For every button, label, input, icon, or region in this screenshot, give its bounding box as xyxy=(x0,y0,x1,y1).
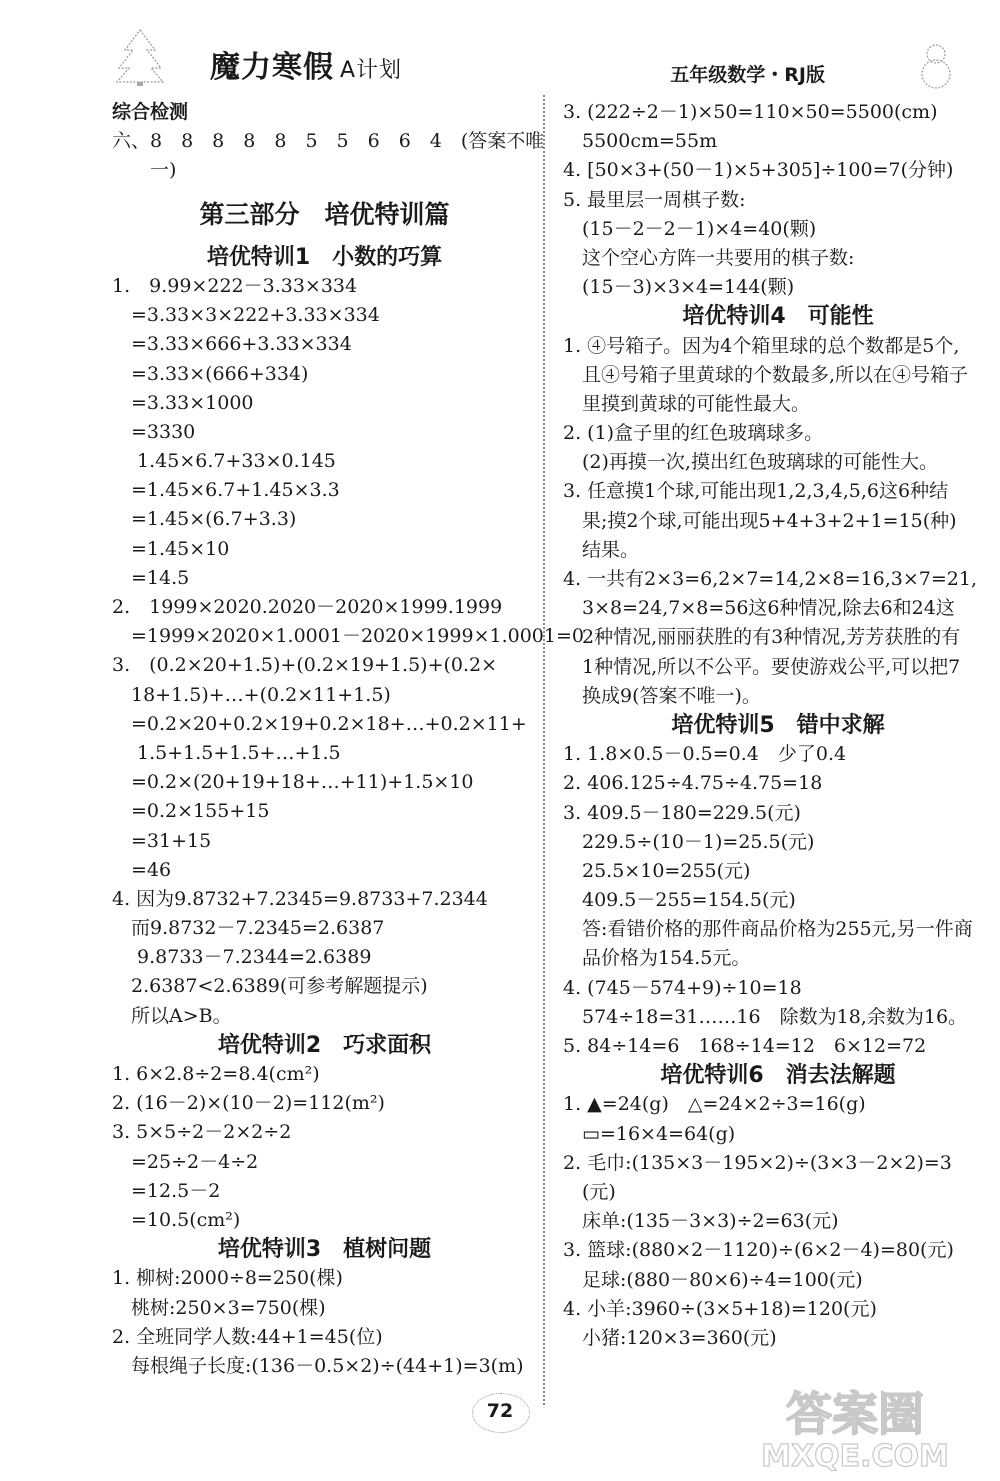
section-label: 综合检测 xyxy=(112,101,189,123)
answer-line: 2. (1)盒子里的红色玻璃球多。 xyxy=(563,422,824,445)
answer-line: 且④号箱子里黄球的个数最多,所以在④号箱子 xyxy=(563,363,969,386)
answer-line: 2. 406.125÷4.75÷4.75=18 xyxy=(563,772,823,795)
answer-line: =3.33×666+3.33×334 xyxy=(112,333,352,356)
answer-line: 小猪:120×3=360(元) xyxy=(563,1326,777,1349)
answer-line: 换成9(答案不唯一)。 xyxy=(563,684,761,707)
answer-line: 9.8733－7.2344=2.6389 xyxy=(112,946,372,969)
answer-line: 4. 因为9.8732+7.2345=9.8733+7.2344 xyxy=(112,887,488,910)
answer-line: =10.5(cm²) xyxy=(112,1208,241,1231)
answer-line: =1.45×10 xyxy=(112,537,230,560)
answer-line: =3.33×(666+334) xyxy=(112,362,309,385)
answer-line: 2. 1999×2020.2020－2020×1999.1999 xyxy=(112,596,503,618)
svg-text:答案圈: 答案圈 xyxy=(786,1387,924,1441)
answer-line: 每根绳子长度:(136－0.5×2)÷(44+1)=3(m) xyxy=(112,1354,524,1377)
answer-line: =1.45×6.7+1.45×3.3 xyxy=(112,479,340,502)
answer-line: 足球:(880－80×6)÷4=100(元) xyxy=(563,1268,863,1291)
answer-line: 品价格为154.5元。 xyxy=(563,947,751,970)
page-number: 72 xyxy=(486,1400,514,1422)
answer-line: 一) xyxy=(112,159,177,182)
answer-line: 1. 1.8×0.5－0.5=0.4 少了0.4 xyxy=(563,743,847,766)
answer-line: =0.2×155+15 xyxy=(112,800,270,823)
answer-line: 2.6387<2.6389(可参考解题提示) xyxy=(112,975,428,998)
answer-line: =25÷2－4÷2 xyxy=(112,1150,259,1173)
answer-line: 25.5×10=255(元) xyxy=(563,859,751,882)
answer-line: 3. 任意摸1个球,可能出现1,2,3,4,5,6这6种结 xyxy=(563,480,949,503)
answer-line: 229.5÷(10－1)=25.5(元) xyxy=(563,830,815,853)
answer-line: 1.5+1.5+1.5+…+1.5 xyxy=(112,741,341,764)
left-column xyxy=(112,98,584,1381)
answer-line: 5. 84÷14=6 168÷14=12 6×12=72 xyxy=(563,1035,927,1057)
answer-line: 答:看错价格的那件商品价格为255元,另一件商 xyxy=(563,918,973,941)
answer-line: 5500cm=55m xyxy=(563,130,718,153)
answer-line: 1. ▲=24(g) △=24×2÷3=16(g) xyxy=(563,1093,866,1116)
answer-line: 果;摸2个球,可能出现5+4+3+2+1=15(种) xyxy=(563,509,957,532)
answer-line: 1. 9.99×222－3.33×334 xyxy=(112,274,358,297)
answer-line: 4. 一共有2×3=6,2×7=14,2×8=16,3×7=21, xyxy=(563,568,978,590)
answer-line: 3. 5×5÷2－2×2÷2 xyxy=(112,1121,292,1144)
answer-line: 409.5－255=154.5(元) xyxy=(563,889,796,912)
answer-line: 2种情况,丽丽获胜的有3种情况,芳芳获胜的有 xyxy=(563,626,961,649)
answer-line: 这个空心方阵一共要用的棋子数: xyxy=(563,246,855,269)
answer-line: 而9.8732－7.2345=2.6387 xyxy=(112,917,385,940)
answer-line: (15－2－2－1)×4=40(颗) xyxy=(563,217,817,240)
answer-line: 1. ④号箱子。因为4个箱里球的总个数都是5个, xyxy=(563,334,960,357)
answer-line: =31+15 xyxy=(112,829,212,852)
column-divider xyxy=(543,95,545,1405)
answer-line: (2)再摸一次,摸出红色玻璃球的可能性大。 xyxy=(563,451,938,474)
answer-line: 3. (0.2×20+1.5)+(0.2×19+1.5)+(0.2× xyxy=(112,654,498,677)
brand-subtitle: A计划 xyxy=(340,58,403,83)
answer-line: 六、8 8 8 8 8 5 5 6 6 4 (答案不唯 xyxy=(112,130,545,153)
answer-line: 1.45×6.7+33×0.145 xyxy=(112,450,336,473)
answer-line: 3×8=24,7×8=56这6种情况,除去6和24这 xyxy=(563,597,955,620)
answer-line: 1. 6×2.8÷2=8.4(cm²) xyxy=(112,1063,320,1085)
answer-line: 床单:(135－3×3)÷2=63(元) xyxy=(563,1210,839,1233)
answer-line: 桃树:250×3=750(棵) xyxy=(112,1296,326,1319)
answer-line: 3. (222÷2－1)×50=110×50=5500(cm) xyxy=(563,101,938,123)
answer-line: =46 xyxy=(112,858,172,881)
answer-line: =1999×2020×1.0001－2020×1999×1.0001=0 xyxy=(112,625,584,648)
section-heading: 培优特训6 消去法解题 xyxy=(660,1063,896,1089)
answer-line: 4. 小羊:3960÷(3×5+18)=120(元) xyxy=(563,1297,877,1320)
answer-line: =0.2×(20+19+18+…+11)+1.5×10 xyxy=(112,771,474,794)
right-column xyxy=(563,98,993,1353)
section-heading: 培优特训4 可能性 xyxy=(682,304,874,330)
answer-line: =14.5 xyxy=(112,566,190,589)
brand-title: 魔力寒假 A计划 xyxy=(210,50,403,85)
answer-line: 4. (745－574+9)÷10=18 xyxy=(563,976,802,999)
answer-line: 3. 篮球:(880×2－1120)÷(6×2－4)=80(元) xyxy=(563,1239,954,1262)
answer-line: 1. 柳树:2000÷8=250(棵) xyxy=(112,1267,343,1290)
answer-line: 2. (16－2)×(10－2)=112(m²) xyxy=(112,1092,385,1115)
section-heading: 培优特训5 错中求解 xyxy=(671,712,885,738)
answer-line: 结果。 xyxy=(563,538,640,561)
answer-line: (15－3)×3×4=144(颗) xyxy=(563,276,795,299)
section-heading: 培优特训2 巧求面积 xyxy=(217,1032,432,1058)
section-heading: 培优特训1 小数的巧算 xyxy=(206,244,443,270)
svg-text:MXQE.COM: MXQE.COM xyxy=(761,1439,949,1473)
answer-line: =3.33×1000 xyxy=(112,391,254,414)
answer-line: 2. 全班同学人数:44+1=45(位) xyxy=(112,1325,383,1348)
answer-line: =3330 xyxy=(112,420,196,443)
answer-line: 3. 409.5－180=229.5(元) xyxy=(563,801,801,824)
answer-line: 所以A>B。 xyxy=(112,1004,232,1027)
answer-line: 1种情况,所以不公平。要使游戏公平,可以把7 xyxy=(563,655,961,678)
answer-line: 18+1.5)+…+(0.2×11+1.5) xyxy=(112,683,391,706)
answer-line: 里摸到黄球的可能性最大。 xyxy=(563,392,811,415)
answer-line: 4. [50×3+(50－1)×5+305]÷100=7(分钟) xyxy=(563,159,954,182)
snowman-icon xyxy=(912,40,960,90)
answer-line: =1.45×(6.7+3.3) xyxy=(112,508,297,531)
answer-line: ▭=16×4=64(g) xyxy=(563,1122,736,1145)
christmas-tree-icon xyxy=(115,28,165,86)
answer-line: 2. 毛巾:(135×3－195×2)÷(3×3－2×2)=3 xyxy=(563,1151,952,1174)
part-title: 第三部分 培优特训篇 xyxy=(199,199,450,229)
answer-line: =3.33×3×222+3.33×334 xyxy=(112,304,380,327)
answer-line: =0.2×20+0.2×19+0.2×18+…+0.2×11+ xyxy=(112,712,527,735)
answer-line: 5. 最里层一周棋子数: xyxy=(563,188,746,211)
answer-line: 574÷18=31……16 除数为18,余数为16。 xyxy=(563,1005,968,1028)
answer-line: =12.5－2 xyxy=(112,1179,221,1202)
grade-label: 五年级数学・RJ版 xyxy=(670,64,825,86)
section-heading: 培优特训3 植树问题 xyxy=(217,1237,432,1263)
answer-line: (元) xyxy=(563,1180,616,1203)
page-header xyxy=(0,0,1000,100)
watermark-logo xyxy=(730,1378,980,1473)
